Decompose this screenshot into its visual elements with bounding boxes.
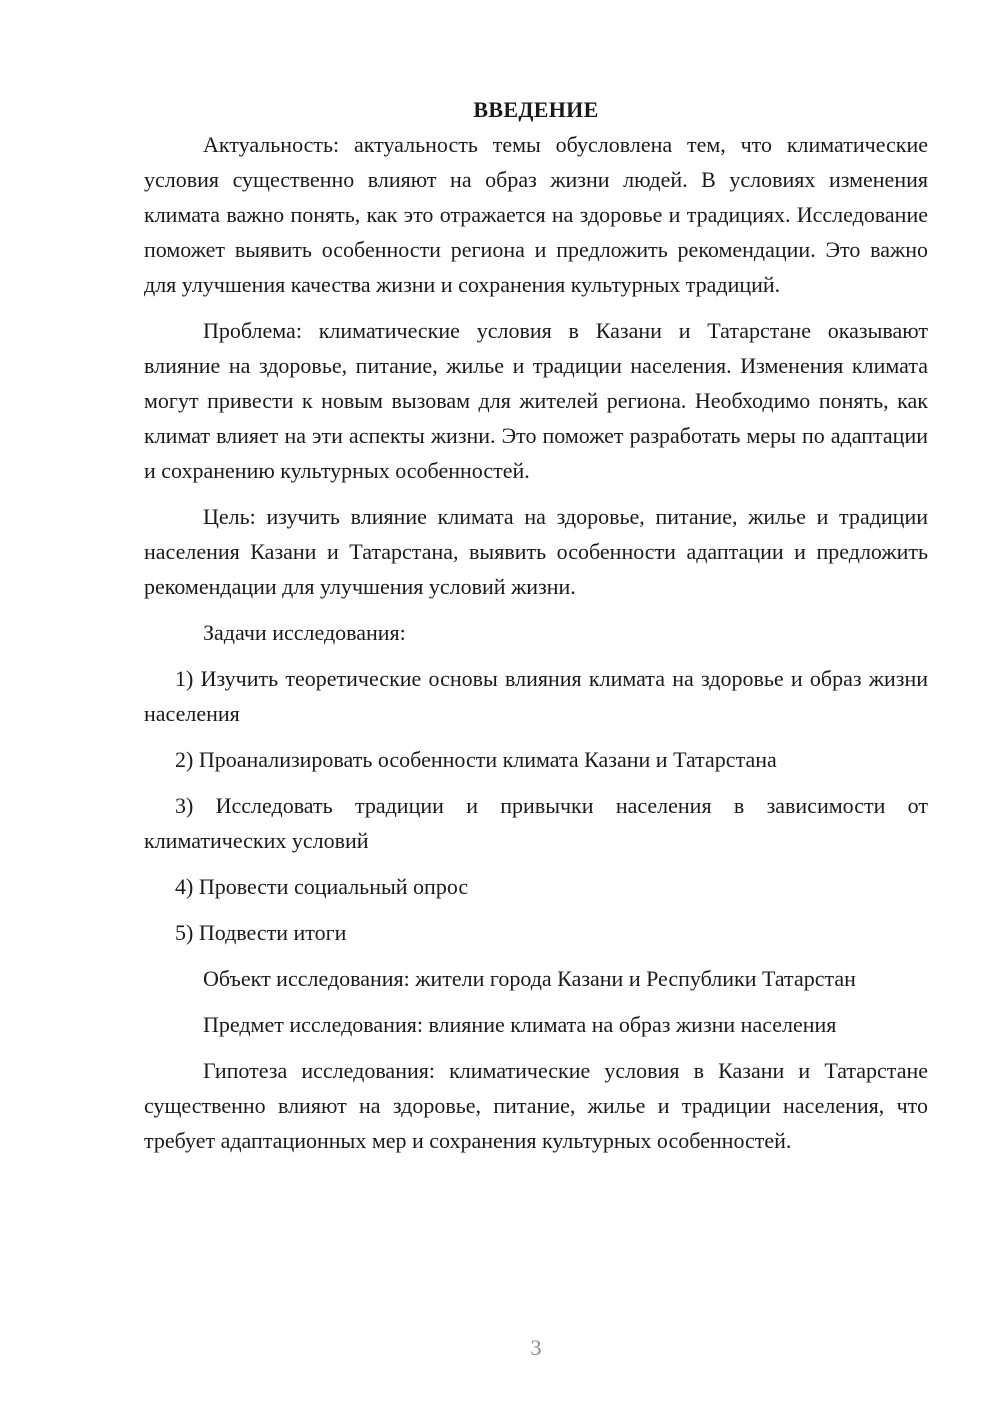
list-item: 4) Провести социальный опрос xyxy=(175,874,469,899)
paragraph-object: Объект исследования: жители города Казани и Республики Татарстан xyxy=(203,966,856,991)
section-title: ВВЕДЕНИЕ xyxy=(473,97,599,122)
paragraph-hypothesis: Гипотеза исследования: климатические условия в Казани и Татарстане существенно влияют на здоровье, питание, жилье и традиции населения, что требует адаптационных мер и сохранения культурных особенностей. xyxy=(144,1058,928,1153)
paragraph-subject: Предмет исследования: влияние климата на образ жизни населения xyxy=(203,1012,837,1037)
tasks-list xyxy=(144,661,928,950)
list-item: 5) Подвести итоги xyxy=(175,920,347,945)
list-item: 3) Исследовать традиции и привычки населения в зависимости от климатических условий xyxy=(144,793,928,853)
paragraph-problem: Проблема: климатические условия в Казани и Татарстане оказывают влияние на здоровье, питание, жилье и традиции населения. Изменения климата могут привести к новым вызовам для жителей региона. Необходимо понять, как климат влияет на эти аспекты жизни. Это поможет разработать меры по адаптации и сохранению культурных особенностей. xyxy=(144,318,928,483)
page-number: 3 xyxy=(530,1335,542,1360)
list-item: 1) Изучить теоретические основы влияния климата на здоровье и образ жизни населения xyxy=(144,666,928,726)
document-page xyxy=(144,92,928,1169)
paragraph-relevance: Актуальность: актуальность темы обусловлена тем, что климатические условия существенно влияют на образ жизни людей. В условиях изменения климата важно понять, как это отражается на здоровье и традициях. Исследование поможет выявить особенности региона и предложить рекомендации. Это важно для улучшения качества жизни и сохранения культурных традиций. xyxy=(144,132,928,297)
list-item: 2) Проанализировать особенности климата Казани и Татарстана xyxy=(175,747,777,772)
paragraph-goal: Цель: изучить влияние климата на здоровье, питание, жилье и традиции населения Казани и Татарстана, выявить особенности адаптации и предложить рекомендации для улучшения условий жизни. xyxy=(144,504,928,599)
paragraph-tasks-heading: Задачи исследования: xyxy=(203,620,406,645)
